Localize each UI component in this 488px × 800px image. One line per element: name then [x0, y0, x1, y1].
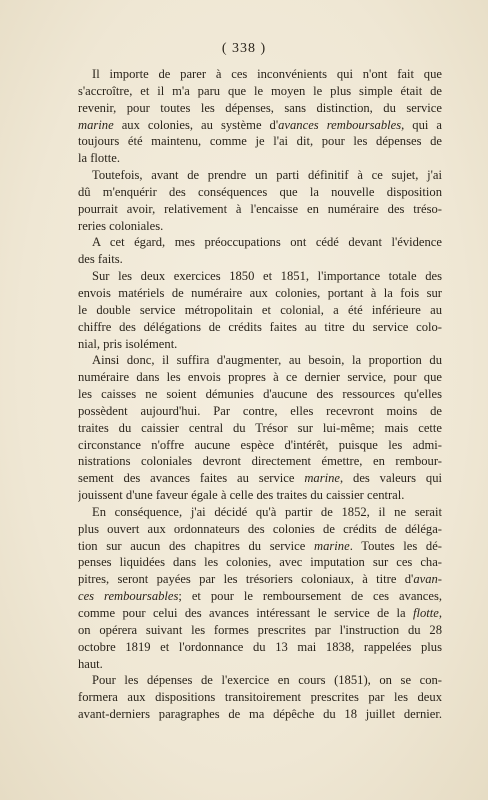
- italic-text: marine: [78, 117, 114, 132]
- text-line: [78, 504, 442, 521]
- text-line: [78, 268, 442, 285]
- text-segment: possèdent aujourd'hui. Par contre, elles recevront moins de: [78, 403, 442, 418]
- text-segment: tion sur aucun des chapitres du service: [78, 538, 315, 553]
- text-line: [78, 100, 442, 117]
- text-segment: chiffre des délégations de crédits faites au titre du service colo-: [78, 319, 442, 334]
- text-segment: penses liquidées dans les colonies, avec imputation sur ces cha-: [78, 555, 442, 570]
- italic-text: avan-: [413, 572, 442, 587]
- paragraph: [78, 167, 442, 234]
- text-line: [78, 369, 442, 386]
- text-line: [78, 234, 442, 251]
- text-segment: le double service métropolitain et colonial, a été inférieure au: [78, 302, 442, 317]
- text-segment: avant-derniers paragraphes de ma dépêche du 18 juillet dernier.: [78, 707, 442, 722]
- text-line: [78, 201, 442, 218]
- text-segment: dû m'enquérir des conséquences que la nouvelle disposition: [78, 184, 442, 199]
- paragraph: [78, 268, 442, 352]
- text-line: [78, 470, 442, 487]
- text-line: [78, 386, 442, 403]
- body-text: [78, 66, 442, 723]
- text-line: [78, 672, 442, 689]
- text-segment: on opérera suivant les formes prescrites par l'instruction du 28: [78, 622, 442, 637]
- text-line: [78, 706, 442, 723]
- text-segment: A cet égard, mes préoccupations ont cédé devant l'évidence: [92, 235, 442, 250]
- text-line: [78, 622, 442, 639]
- text-segment: Toutefois, avant de prendre un parti définitif à ce sujet, j'ai: [92, 168, 442, 183]
- text-line: [78, 588, 442, 605]
- italic-text: marine: [314, 538, 350, 553]
- paragraph: [78, 672, 442, 723]
- text-segment: des faits.: [78, 252, 123, 267]
- text-segment: toujours été maintenu, comme je l'ai dit, pour les dépenses de: [78, 134, 442, 149]
- text-line: [78, 352, 442, 369]
- text-segment: Pour les dépenses de l'exercice en cours (1851), on se con-: [92, 673, 442, 688]
- text-segment: comme pour celui des avances intéressant le service de la: [78, 606, 413, 620]
- text-segment: pitres, seront payées par les trésoriers coloniaux, à titre d': [78, 572, 414, 587]
- text-segment: . Toutes les dé-: [349, 538, 442, 553]
- text-line: [78, 218, 442, 235]
- text-segment: octobre 1819 et l'ordonnance du 13 mai 1838, rappelées plus: [78, 639, 442, 654]
- page-number: ( 338 ): [221, 41, 267, 56]
- paragraph: [78, 234, 442, 268]
- text-line: [78, 487, 442, 504]
- text-segment: reries coloniales.: [78, 218, 164, 233]
- text-segment: envois matériels de numéraire aux colonies, portant à la fois sur: [78, 285, 442, 300]
- text-segment: circonstance n'offre aucune espèce d'intérêt, puisque les admi-: [78, 437, 442, 452]
- text-line: [78, 336, 442, 353]
- text-line: [78, 605, 442, 622]
- text-segment: les caisses ne soient démunies d'aucune des ressources qu'elles: [78, 387, 442, 402]
- text-line: [78, 571, 442, 588]
- text-line: [78, 150, 442, 167]
- text-line: [78, 133, 442, 150]
- text-segment: haut.: [78, 656, 103, 671]
- text-segment: , des valeurs qui: [340, 471, 442, 486]
- text-line: [78, 453, 442, 470]
- text-segment: pourrait avoir, relativement à l'encaisse en numéraire des tréso-: [78, 201, 442, 216]
- text-line: [78, 521, 442, 538]
- text-line: [78, 167, 442, 184]
- text-segment: nistrations coloniales devront directement émettre, en rembour-: [78, 454, 442, 469]
- italic-text: marine: [304, 471, 341, 486]
- italic-text: avances remboursables,: [278, 117, 405, 132]
- text-line: [78, 83, 442, 100]
- text-segment: formera aux dispositions transitoirement prescrites par les deux: [78, 690, 442, 705]
- text-segment: Ainsi donc, il suffira d'augmenter, au besoin, la proportion du: [92, 353, 442, 368]
- text-line: [78, 656, 442, 673]
- text-line: [78, 184, 442, 201]
- italic-text: ces remboursables: [78, 589, 179, 604]
- text-segment: plus ouvert aux ordonnateurs des colonies de crédits de déléga-: [78, 521, 442, 536]
- paragraph: [78, 504, 442, 672]
- text-segment: ; et pour le remboursement de ces avances,: [178, 589, 442, 604]
- text-segment: aux colonies, au système d': [113, 117, 279, 132]
- text-segment: jouissent d'une faveur égale à celle des traites du caissier central.: [78, 488, 405, 503]
- text-line: [78, 66, 442, 83]
- text-segment: nial, pris isolément.: [78, 336, 178, 351]
- text-segment: s'accroître, et il m'a paru que le moyen le plus simple était de: [78, 83, 442, 98]
- text-line: [78, 554, 442, 571]
- italic-text: flotte: [412, 606, 439, 620]
- text-segment: Il importe de parer à ces inconvénients qui n'ont fait que: [92, 67, 442, 81]
- text-segment: revenir, pour toutes les dépenses, sans distinction, du service: [78, 100, 442, 115]
- text-line: [78, 302, 442, 319]
- text-segment: la flotte.: [78, 151, 120, 166]
- text-line: [78, 285, 442, 302]
- text-segment: qui a: [404, 117, 442, 132]
- text-line: [78, 639, 442, 656]
- text-segment: En conséquence, j'ai décidé qu'à partir de 1852, il ne serait: [92, 504, 442, 519]
- text-line: [78, 319, 442, 336]
- text-segment: ,: [438, 606, 442, 620]
- text-segment: numéraire dans les envois propres à ce dernier service, pour que: [78, 370, 442, 385]
- text-line: [78, 420, 442, 437]
- text-line: [78, 117, 442, 134]
- text-line: [78, 538, 442, 555]
- paragraph: [78, 352, 442, 504]
- text-segment: traites du caissier central du Trésor sur lui-même; mais cette: [78, 420, 442, 435]
- text-line: [78, 403, 442, 420]
- paragraph: [78, 66, 442, 167]
- text-line: [78, 251, 442, 268]
- text-line: [78, 689, 442, 706]
- text-segment: Sur les deux exercices 1850 et 1851, l'importance totale des: [92, 269, 442, 284]
- text-segment: sement des avances faites au service: [78, 471, 305, 486]
- text-line: [78, 437, 442, 454]
